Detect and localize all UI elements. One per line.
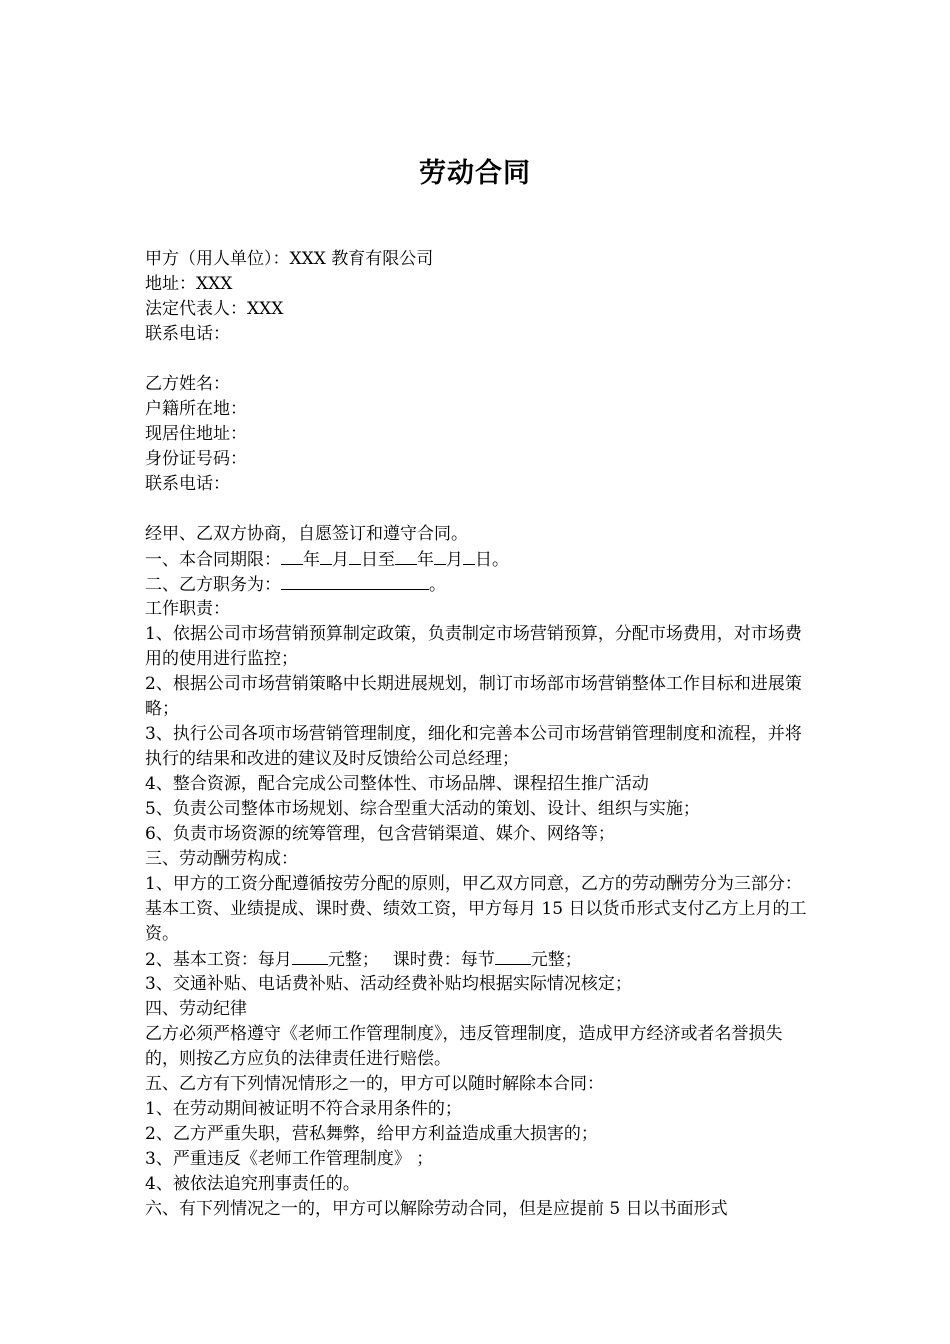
pay-item-3: 3、交通补贴、电话费补贴、活动经费补贴均根据实际情况核定； [145,974,632,994]
term-day-end-label: 日。 [475,550,509,570]
party-b-hukou: 户籍所在地： [145,399,247,419]
pay-heading: 三、劳动酬劳构成： [145,849,298,869]
contract-term-line [145,547,813,572]
termination-heading: 五、乙方有下列情况情形之一的，甲方可以随时解除本合同： [145,1074,604,1094]
term-year-label: 年 [303,550,320,570]
party-b-name: 乙方姓名： [145,374,230,394]
term-start-month-blank [320,547,332,565]
term-month-label: 月 [332,550,349,570]
position-blank [281,572,429,590]
duty-item: 4、整合资源，配合完成公司整体性、市场品牌、课程招生推广活动 [145,774,649,794]
party-b-residence: 现居住地址： [145,424,247,444]
party-a-representative: 法定代表人：XXX [145,299,284,319]
spacer [145,347,813,372]
party-a-phone: 联系电话： [145,324,230,344]
term-end-year-blank [395,547,417,565]
duty-item: 2、根据公司市场营销策略中长期进展规划，制订市场部市场营销整体工作目标和进展策略； [145,674,802,719]
termination-item: 3、严重违反《老师工作管理制度》 ； [145,1149,434,1169]
termination-item: 2、乙方严重失职，营私舞弊，给甲方利益造成重大损害的； [145,1124,598,1144]
document-title: 劳动合同 [419,158,531,189]
term-year-label-2: 年 [417,550,434,570]
termination-item: 1、在劳动期间被证明不符合录用条件的； [145,1099,462,1119]
pay-item-1: 1、甲方的工资分配遵循按劳分配的原则，甲乙双方同意，乙方的劳动酬劳分为三部分：基本工资、业绩提成、课时费、绩效工资，甲方每月 15 日以货币形式支付乙方上月的工资。 [145,874,807,944]
term-end-month-blank [434,547,446,565]
term-month-label-2: 月 [446,550,463,570]
base-salary-blank [292,947,328,965]
party-a-address: 地址：XXX [145,274,233,294]
term-day-to-label: 日至 [361,550,395,570]
lesson-fee-blank [495,947,531,965]
term-prefix: 一、本合同期限： [145,550,281,570]
pay-item-2 [145,947,813,972]
duty-item: 3、执行公司各项市场营销管理制度，细化和完善本公司市场营销管理制度和流程，并将执行的结果和改进的建议及时反馈给公司总经理； [145,724,802,769]
term-start-day-blank [349,547,361,565]
document-body [145,247,813,1222]
position-line [145,572,813,597]
term-end-day-blank [463,547,475,565]
intro-paragraph: 经甲、乙双方协商，自愿签订和遵守合同。 [145,524,468,544]
term-start-year-blank [281,547,303,565]
position-prefix: 二、乙方职务为： [145,575,281,595]
party-b-id-number: 身份证号码： [145,449,247,469]
discipline-text: 乙方必须严格遵守《老师工作管理制度》，违反管理制度，造成甲方经济或者名誉损失的，则按乙方应负的法律责任进行赔偿。 [145,1024,783,1069]
duties-heading: 工作职责： [145,599,230,619]
section-six-text: 六、有下列情况之一的，甲方可以解除劳动合同，但是应提前 5 日以书面形式 [145,1199,728,1219]
spacer [145,497,813,522]
pay-2-prefix: 2、基本工资：每月 [145,950,292,970]
party-a-unit: 甲方（用人单位）：XXX 教育有限公司 [145,249,434,269]
pay-2-suffix: 元整； [530,950,582,970]
duty-item: 5、负责公司整体市场规划、综合型重大活动的策划、设计、组织与实施； [145,799,700,819]
discipline-heading: 四、劳动纪律 [145,999,247,1019]
termination-item: 4、被依法追究刑事责任的。 [145,1174,360,1194]
pay-2-mid: 元整； 课时费：每节 [327,950,495,970]
duty-item: 6、负责市场资源的统筹管理，包含营销渠道、媒介、网络等； [145,824,615,844]
position-suffix: 。 [429,575,446,595]
duty-item: 1、依据公司市场营销预算制定政策，负责制定市场营销预算，分配市场费用，对市场费用的使用进行监控； [145,624,802,669]
party-b-phone: 联系电话： [145,474,230,494]
